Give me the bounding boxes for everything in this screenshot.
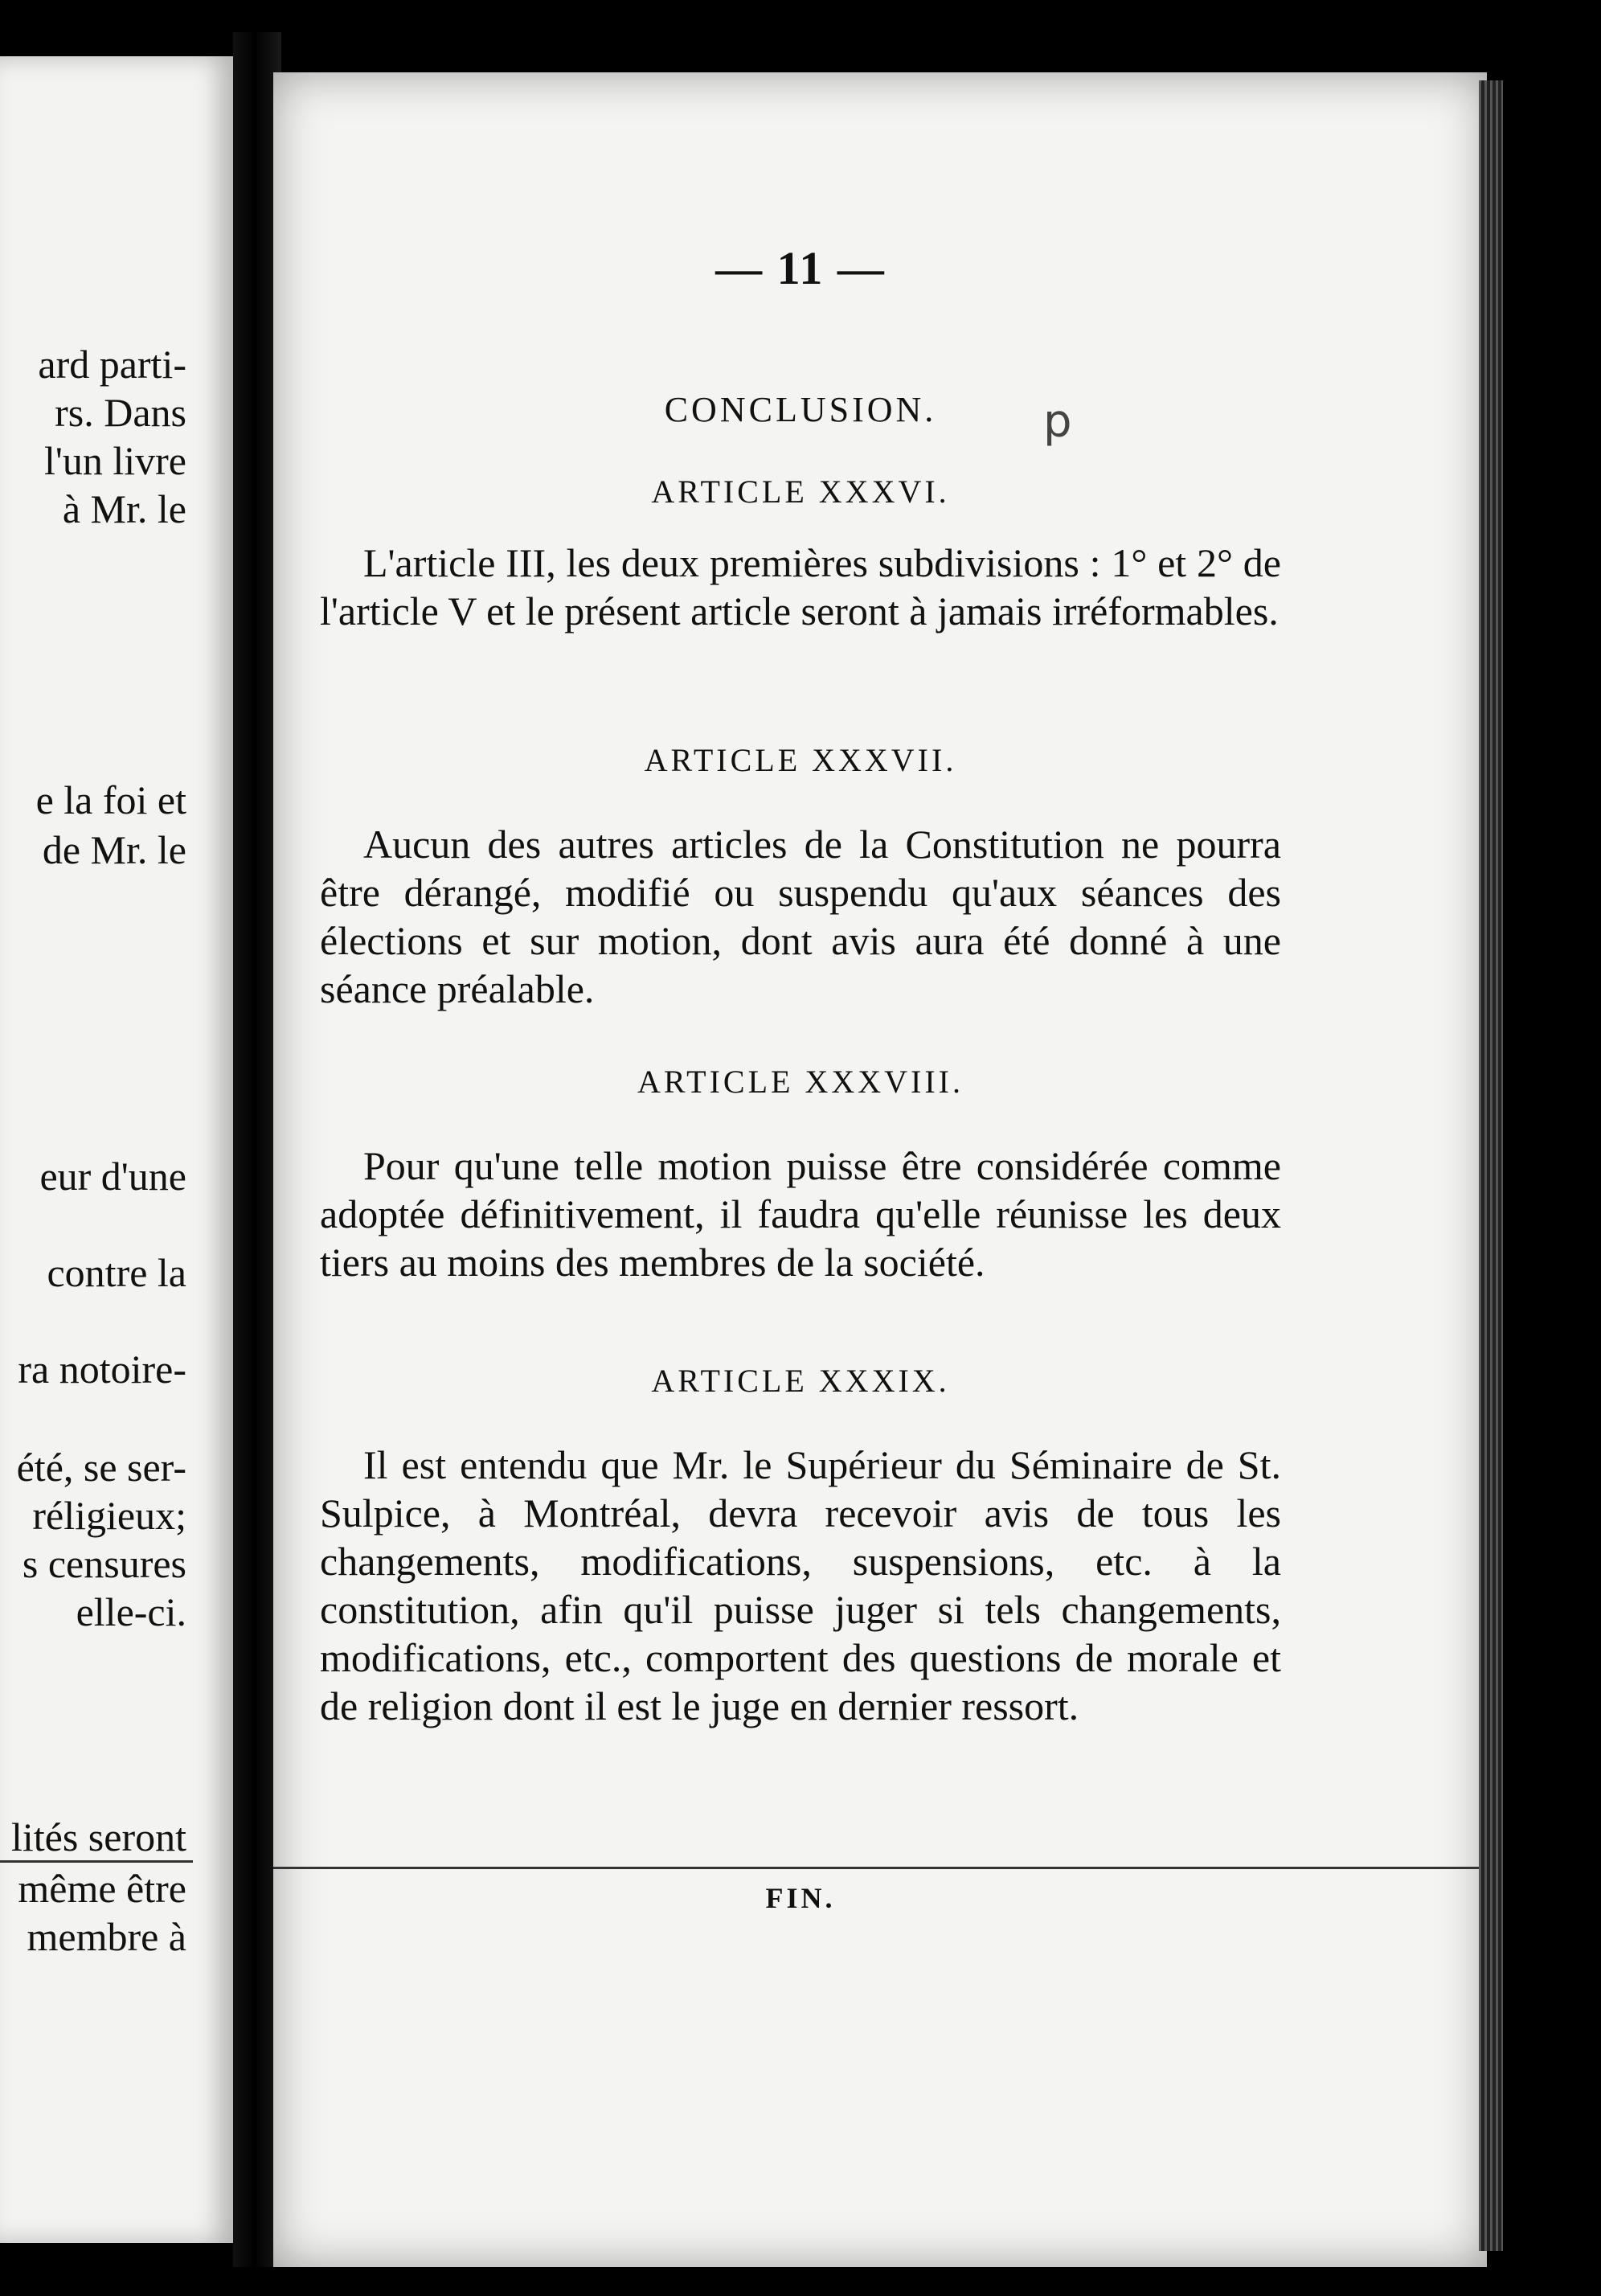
article-heading: ARTICLE XXXIX. — [651, 1363, 950, 1399]
article-heading: ARTICLE XXXVII. — [644, 742, 957, 778]
left-line: rs. Dans — [55, 390, 186, 435]
section-title: CONCLUSION. — [664, 390, 937, 429]
left-line: même être — [18, 1866, 186, 1911]
article-heading: ARTICLE XXXVIII. — [637, 1064, 964, 1100]
left-line: elle-ci. — [76, 1589, 186, 1634]
left-line: été, se ser- — [16, 1445, 186, 1490]
left-line: l'un livre — [43, 438, 186, 483]
page-edge — [1479, 80, 1503, 2251]
left-line: de Mr. le — [42, 827, 186, 872]
left-line: membre à — [27, 1914, 186, 1959]
left-line: s censures — [22, 1541, 186, 1586]
article-text: Il est entendu que Mr. le Supérieur du Séminaire de St. Sulpice, à Montréal, devra recevoir avis de tous les changements, modifications, suspensions, etc. à la constitution, afin qu'il puisse juger si tels changements, modifications, etc., comportent des questions de morale et de religion dont il est le juge en dernier ressort. — [320, 1442, 1281, 1728]
left-line: réligieux; — [32, 1493, 186, 1538]
pencil-mark: p — [1043, 396, 1072, 448]
left-line: ra notoire- — [18, 1347, 186, 1392]
left-line: e la foi et — [35, 777, 186, 822]
left-line: à Mr. le — [62, 486, 186, 531]
left-line: contre la — [47, 1250, 186, 1295]
article-text: L'article III, les deux premières subdivisions : 1° et 2° de l'article V et le présent article seront à jamais irréformables. — [320, 540, 1281, 633]
page-number: — 11 — — [715, 242, 886, 294]
article-text: Pour qu'une telle motion puisse être considérée comme adoptée définitivement, il faudra qu'elle réunisse les deux tiers au moins des membres de la société. — [320, 1143, 1281, 1285]
article-heading: ARTICLE XXXVI. — [651, 474, 950, 510]
article-text: Aucun des autres articles de la Constitution ne pourra être dérangé, modifié ou suspendu qu'aux séances des élections et sur motion, dont avis aura été donné à une séance préalable. — [320, 822, 1281, 1011]
left-page-rule — [0, 1860, 193, 1863]
left-line: eur d'une — [39, 1154, 186, 1199]
bottom-rule — [273, 1867, 1479, 1869]
end-mark: FIN. — [765, 1882, 836, 1914]
left-line: ard parti- — [38, 342, 186, 387]
left-page-fragment — [0, 56, 233, 2243]
left-line: lités seront — [10, 1814, 186, 1859]
